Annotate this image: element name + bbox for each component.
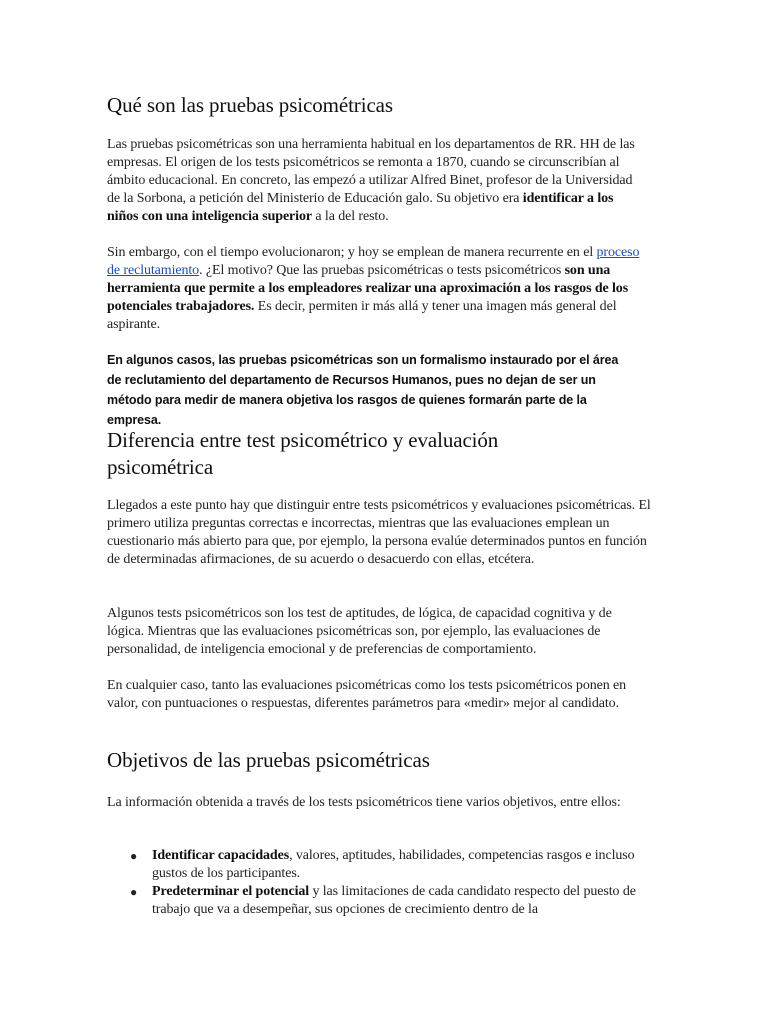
bold-text: identificar a los niños con una inteligencia superior [107,191,614,224]
paragraph-evolucion [107,244,652,334]
paragraph-cualquier-caso: En cualquier caso, tanto las evaluaciones psicométricas como los tests psicométricos ponen en valor, con puntuaciones o respuestas, diferentes parámetros para «medir» mejor al candidato. [107,678,627,711]
paragraph-text: Las pruebas psicométricas son una herramienta habitual en los departamentos de RR. HH de las empresas. El origen de los tests psicométricos se remonta a 1870, cuando se circunscribían al ámbito educacional. En concreto, las empezó a utilizar Alfred Binet, profesor de la Universidad de la Sorbona, a petición del Ministerio de Educación galo. Su objetivo era [107,137,635,206]
list-item [130,847,652,883]
bold-text: Predeterminar el potencial [152,884,310,899]
list-item-text: y las limitaciones de cada candidato respecto del puesto de trabajo que va a desempeñar, sus opciones de crecimiento dentro de la [152,884,636,917]
link-proceso-reclutamiento[interactable]: proceso de reclutamiento [107,245,640,278]
paragraph-text: Es decir, permiten ir más allá y tener una imagen más general del aspirante. [107,299,617,332]
paragraph-text: a la del resto. [311,209,389,224]
heading-objetivos: Objetivos de las pruebas psicométricas [107,748,430,772]
paragraph-tipos-tests: Algunos tests psicométricos son los test de aptitudes, de lógica, de capacidad cognitiva y de lógica. Mientras que las evaluaciones psicométricas son, por ejemplo, las evaluaciones de personalidad, de inteligencia emocional y de preferencias de comportamiento. [107,606,612,657]
bullet-icon: ● [130,885,138,899]
bold-text: Identificar capacidades [152,848,290,863]
objectives-list [107,847,652,919]
paragraph-formalismo: En algunos casos, las pruebas psicométricas son un formalismo instaurado por el área de reclutamiento del departamento de Recursos Humanos, pues no dejan de ser un método para medir de manera objetiva los rasgos de quienes formarán parte de la empresa. [107,353,619,427]
bullet-icon: ● [130,849,138,863]
bold-text: son una herramienta que permite a los empleadores realizar una aproximación a los rasgos de los potenciales trabajadores. [107,263,629,314]
paragraph-text: Sin embargo, con el tiempo evolucionaron; y hoy se emplean de manera recurrente en el [107,245,597,260]
paragraph-distinguir: Llegados a este punto hay que distinguir entre tests psicométricos y evaluaciones psicométricas. El primero utiliza preguntas correctas e incorrectas, mientras que las evaluaciones emplean un cuestionario más abierto para que, por ejemplo, la persona evalúe determinados puntos en función de determinadas afirmaciones, de su acuerdo o desacuerdo con ellas, etcétera. [107,498,651,567]
list-item [130,883,652,919]
paragraph-origen [107,136,642,226]
paragraph-objetivos-intro: La información obtenida a través de los tests psicométricos tiene varios objetivos, entre ellos: [107,795,621,810]
heading-que-son: Qué son las pruebas psicométricas [107,93,393,117]
paragraph-text: . ¿El motivo? Que las pruebas psicométricas o tests psicométricos [199,263,565,278]
heading-diferencia: Diferencia entre test psicométrico y evaluación psicométrica [107,428,499,479]
list-item-text: , valores, aptitudes, habilidades, competencias rasgos e incluso gustos de los participantes. [152,848,635,881]
